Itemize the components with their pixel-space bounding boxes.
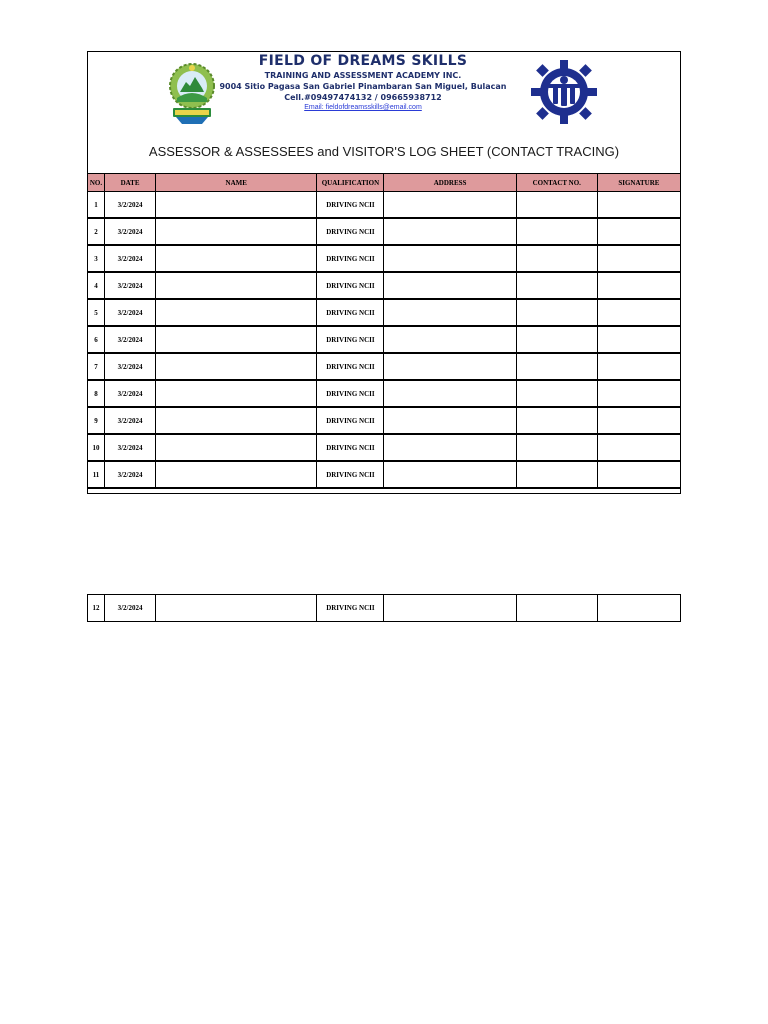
row-qualification: DRIVING NCII — [317, 192, 384, 219]
log-table — [87, 173, 681, 489]
row-number: 7 — [88, 353, 105, 380]
address-cell[interactable] — [384, 353, 516, 380]
address-cell[interactable] — [384, 272, 516, 299]
signature-cell[interactable] — [597, 299, 680, 326]
address-cell[interactable] — [384, 192, 516, 219]
row-qualification: DRIVING NCII — [317, 218, 384, 245]
row-qualification: DRIVING NCII — [317, 245, 384, 272]
contact-cell[interactable] — [516, 407, 597, 434]
name-cell[interactable] — [156, 326, 317, 353]
signature-cell[interactable] — [597, 272, 680, 299]
row-date: 3/2/2024 — [105, 380, 156, 407]
row-number: 5 — [88, 299, 105, 326]
row-qualification: DRIVING NCII — [317, 595, 384, 622]
row-date: 3/2/2024 — [105, 353, 156, 380]
contact-cell[interactable] — [516, 218, 597, 245]
address-cell[interactable] — [384, 595, 516, 622]
signature-cell[interactable] — [597, 407, 680, 434]
address-cell[interactable] — [384, 434, 516, 461]
name-cell[interactable] — [156, 434, 317, 461]
name-cell[interactable] — [156, 192, 317, 219]
org-phone: Cell.#09497474132 / 09665938712 — [284, 93, 442, 102]
address-cell[interactable] — [384, 299, 516, 326]
table-row — [88, 272, 681, 299]
row-number: 12 — [88, 595, 105, 622]
org-subtitle: TRAINING AND ASSESSMENT ACADEMY INC. — [264, 71, 462, 80]
contact-cell[interactable] — [516, 595, 597, 622]
column-header-no: NO. — [88, 174, 105, 192]
row-number: 4 — [88, 272, 105, 299]
signature-cell[interactable] — [597, 380, 680, 407]
column-header-name: NAME — [156, 174, 317, 192]
table-row — [88, 353, 681, 380]
name-cell[interactable] — [156, 218, 317, 245]
row-qualification: DRIVING NCII — [317, 380, 384, 407]
address-cell[interactable] — [384, 245, 516, 272]
table-row — [88, 192, 681, 219]
row-number: 10 — [88, 434, 105, 461]
table-row — [88, 461, 681, 488]
name-cell[interactable] — [156, 380, 317, 407]
name-cell[interactable] — [156, 461, 317, 488]
org-address: 9004 Sitio Pagasa San Gabriel Pinambaran San Miguel, Bulacan — [219, 82, 507, 91]
contact-cell[interactable] — [516, 192, 597, 219]
column-header-date: DATE — [105, 174, 156, 192]
table-row — [88, 434, 681, 461]
contact-cell[interactable] — [516, 434, 597, 461]
row-qualification: DRIVING NCII — [317, 461, 384, 488]
table-row — [88, 218, 681, 245]
signature-cell[interactable] — [597, 434, 680, 461]
document-title: ASSESSOR & ASSESSEES and VISITOR'S LOG SHEET (CONTACT TRACING) — [148, 144, 620, 159]
row-date: 3/2/2024 — [105, 407, 156, 434]
row-qualification: DRIVING NCII — [317, 272, 384, 299]
signature-cell[interactable] — [597, 326, 680, 353]
row-number: 6 — [88, 326, 105, 353]
contact-cell[interactable] — [516, 461, 597, 488]
org-email-link[interactable]: Email: fieldofdreamsskills@email.com — [304, 104, 422, 111]
sheet-header — [88, 52, 680, 174]
table-header-row — [88, 174, 681, 192]
table-row — [88, 326, 681, 353]
table-row — [88, 380, 681, 407]
contact-cell[interactable] — [516, 380, 597, 407]
column-header-qualification: QUALIFICATION — [317, 174, 384, 192]
row-date: 3/2/2024 — [105, 461, 156, 488]
row-date: 3/2/2024 — [105, 326, 156, 353]
row-date: 3/2/2024 — [105, 595, 156, 622]
address-cell[interactable] — [384, 218, 516, 245]
name-cell[interactable] — [156, 245, 317, 272]
name-cell[interactable] — [156, 299, 317, 326]
row-qualification: DRIVING NCII — [317, 299, 384, 326]
tesda-gear-logo — [528, 58, 600, 126]
name-cell[interactable] — [156, 353, 317, 380]
row-number: 2 — [88, 218, 105, 245]
column-header-address: ADDRESS — [384, 174, 516, 192]
row-date: 3/2/2024 — [105, 272, 156, 299]
table-row — [88, 299, 681, 326]
contact-cell[interactable] — [516, 245, 597, 272]
row-number: 11 — [88, 461, 105, 488]
row-number: 9 — [88, 407, 105, 434]
organization-block — [198, 52, 528, 113]
row-date: 3/2/2024 — [105, 434, 156, 461]
row-date: 3/2/2024 — [105, 192, 156, 219]
address-cell[interactable] — [384, 407, 516, 434]
address-cell[interactable] — [384, 380, 516, 407]
row-date: 3/2/2024 — [105, 218, 156, 245]
signature-cell[interactable] — [597, 192, 680, 219]
row-number: 8 — [88, 380, 105, 407]
row-qualification: DRIVING NCII — [317, 326, 384, 353]
signature-cell[interactable] — [597, 245, 680, 272]
contact-cell[interactable] — [516, 326, 597, 353]
row-number: 1 — [88, 192, 105, 219]
signature-cell[interactable] — [597, 218, 680, 245]
address-cell[interactable] — [384, 461, 516, 488]
name-cell[interactable] — [156, 272, 317, 299]
name-cell[interactable] — [156, 595, 317, 622]
name-cell[interactable] — [156, 407, 317, 434]
contact-cell[interactable] — [516, 272, 597, 299]
column-header-contact: CONTACT NO. — [516, 174, 597, 192]
log-table-continued — [87, 594, 681, 622]
signature-cell[interactable] — [597, 461, 680, 488]
signature-cell[interactable] — [597, 353, 680, 380]
contact-cell[interactable] — [516, 299, 597, 326]
contact-cell[interactable] — [516, 353, 597, 380]
row-number: 3 — [88, 245, 105, 272]
row-qualification: DRIVING NCII — [317, 407, 384, 434]
row-qualification: DRIVING NCII — [317, 434, 384, 461]
table-row — [88, 245, 681, 272]
row-date: 3/2/2024 — [105, 299, 156, 326]
column-header-signature: SIGNATURE — [597, 174, 680, 192]
address-cell[interactable] — [384, 326, 516, 353]
org-name: FIELD OF DREAMS SKILLS — [258, 53, 468, 69]
signature-cell[interactable] — [597, 595, 680, 622]
table-row — [88, 595, 681, 622]
row-date: 3/2/2024 — [105, 245, 156, 272]
table-row — [88, 407, 681, 434]
row-qualification: DRIVING NCII — [317, 353, 384, 380]
